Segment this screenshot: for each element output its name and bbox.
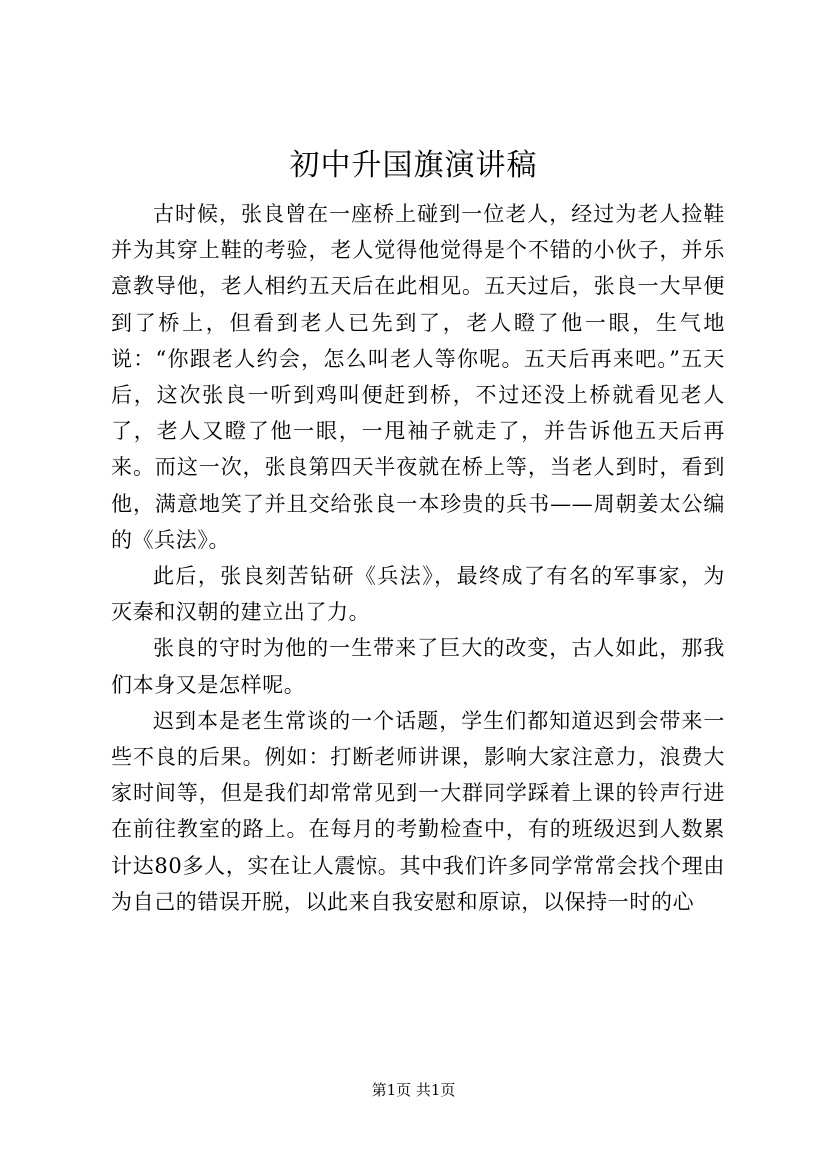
paragraph-result: 此后，张良刻苦钻研《兵法》，最终成了有名的军事家，为灭秦和汉朝的建立出了力。 xyxy=(111,564,725,625)
document-title: 初中升国旗演讲稿 xyxy=(289,148,538,183)
paragraph-story: 古时候，张良曾在一座桥上碰到一位老人，经过为老人捡鞋并为其穿上鞋的考验，老人觉得他觉得是个不错的小伙子，并乐意教导他，老人相约五天后在此相见。五天过后，张良一大早便到了桥上，但看到老人已先到了，老人瞪了他一眼，生气地说：“你跟老人约会，怎么叫老人等你呢。五天后再来吧。”五天后，这次张良一听到鸡叫便赶到桥，不过还没上桥就看见老人了，老人又瞪了他一眼，一甩袖子就走了，并告诉他五天后再来。而这一次，张良第四天半夜就在桥上等，当老人到时，看到他，满意地笑了并且交给张良一本珍贵的兵书——周朝姜太公编的《兵法》。 xyxy=(111,202,725,552)
paragraph-lateness: 迟到本是老生常谈的一个话题，学生们都知道迟到会带来一些不良的后果。例如：打断老师讲课，影响大家注意力，浪费大家时间等，但是我们却常常见到一大群同学踩着上课的铃声行进在前往教室的路上。在每月的考勤检查中，有的班级迟到人数累计达80多人，实在让人震惊。其中我们许多同学常常会找个理由为自己的错误开脱，以此来自我安慰和原谅，以保持一时的心 xyxy=(111,708,725,914)
document-body xyxy=(111,196,725,920)
paragraph-reflection: 张良的守时为他的一生带来了巨大的改变，古人如此，那我们本身又是怎样呢。 xyxy=(111,636,725,697)
page-number: 第1页 共1页 xyxy=(371,1081,456,1099)
